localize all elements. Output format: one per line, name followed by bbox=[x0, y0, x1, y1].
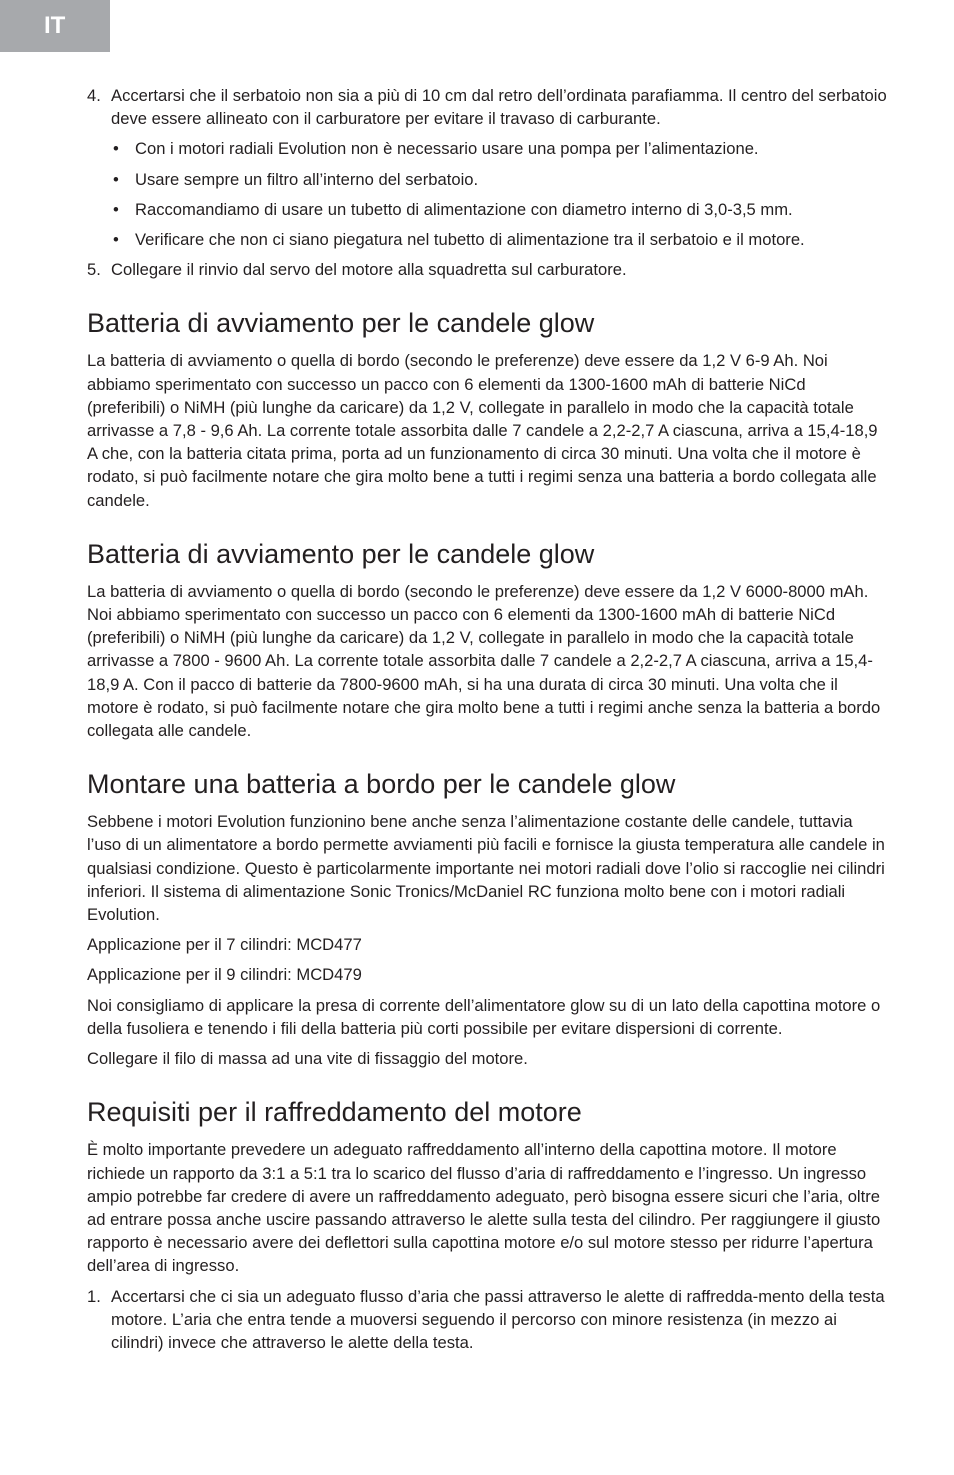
list-item-text: Collegare il rinvio dal servo del motore alla squadretta sul carburatore. bbox=[111, 260, 627, 280]
section-paragraph: La batteria di avviamento o quella di bordo (secondo le preferenze) deve essere da 1,2 V 6-9 Ah. Noi abbiamo sperimentato con successo un pacco con 6 elementi da 1300-1600 mAh di batterie NiCd (preferibili) o NiMH (più lunghe da caricare) da 1,2 V, collegate in parallelo in modo che la capacità totale arrivasse a 7,8 - 9,6 Ah. La corrente totale assorbita dalle 7 candele a 2,2-2,7 A ciascuna, arriva a 15,4-18,9 A che, con la batteria citata prima, porta ad un funzionamento di circa 30 minuti. Una volta che il motore è rodato, si può facilmente notare che gira molto bene a tutti i regimi senza una batteria a bordo collegata alle candele. bbox=[87, 351, 878, 510]
application-9-cylinder: Applicazione per il 9 cilindri: MCD479 bbox=[87, 965, 362, 985]
section-heading-glow-battery: Batteria di avviamento per le candele glow bbox=[87, 308, 595, 339]
list-number: 4. bbox=[87, 86, 101, 105]
list-item-1 bbox=[87, 1285, 887, 1355]
bullet-item: • Con i motori radiali Evolution non è necessario usare una pompa per l’alimentazione. bbox=[111, 137, 887, 160]
list-number: 5. bbox=[87, 260, 101, 280]
bullet-icon: • bbox=[113, 199, 119, 219]
bullet-icon: • bbox=[113, 169, 119, 189]
list-number: 1. bbox=[87, 1286, 101, 1306]
application-7-cylinder: Applicazione per il 7 cilindri: MCD477 bbox=[87, 935, 362, 955]
language-tab: IT bbox=[0, 0, 110, 52]
section-heading-cooling: Requisiti per il raffreddamento del motore bbox=[87, 1097, 582, 1128]
list-item-5 bbox=[87, 258, 887, 281]
list-item-4 bbox=[87, 84, 887, 130]
bullet-list bbox=[111, 137, 887, 251]
section-paragraph: È molto importante prevedere un adeguato raffreddamento all’interno della capottina motore. Il motore richiede un rapporto da 3:1 a 5:1 tra lo scarico del flusso d’aria di raffreddamento e l’ingresso. Un ingresso ampio potrebbe far credere di avere un raffreddamento adeguato, però bisogna essere sicuri che l’aria, oltre ad entrare possa anche uscire passando attraverso le alette sulla testa del cilindro. Per raggiungere il giusto rapporto è necessario avere dei deflettori sulla capottina motore e/o sul motore stesso per ridurre l’apertura dell’area di ingresso. bbox=[87, 1140, 881, 1276]
section-heading-glow-battery-alt: Batteria di avviamento per le candele glow bbox=[87, 538, 595, 569]
bullet-item: • Usare sempre un filtro all’interno del serbatoio. bbox=[111, 168, 887, 191]
bullet-item: • Verificare che non ci siano piegatura nel tubetto di alimentazione tra il serbatoio e il motore. bbox=[111, 228, 887, 251]
document-body bbox=[87, 84, 887, 1361]
section-heading-onboard-battery: Montare una batteria a bordo per le candele glow bbox=[87, 769, 676, 800]
list-item-text: Accertarsi che il serbatoio non sia a più di 10 cm dal retro dell’ordinata parafiamma. Il centro del serbatoio deve essere allineato con il carburatore per evitare il travaso di carburante. bbox=[111, 86, 887, 129]
section-paragraph: Collegare il filo di massa ad una vite di fissaggio del motore. bbox=[87, 1049, 528, 1069]
bullet-icon: • bbox=[113, 230, 119, 250]
section-paragraph: Noi consigliamo di applicare la presa di corrente dell’alimentatore glow su di un lato della capottina motore o della fusoliera e tenendo i fili della batteria più corti possibile per evitare dispersioni di corrente. bbox=[87, 995, 881, 1038]
bullet-item: • Raccomandiamo di usare un tubetto di alimentazione con diametro interno di 3,0-3,5 mm. bbox=[111, 198, 887, 221]
section-paragraph: La batteria di avviamento o quella di bordo (secondo le preferenze) deve essere da 1,2 V 6000-8000 mAh. Noi abbiamo sperimentato con successo un pacco con 6 elementi da 1300-1600 mAh di batterie NiCd (preferibili) o NiMH (più lunghe da caricare) da 1,2 V, collegate in parallelo in modo che la capacità totale arrivasse a 7800 - 9600 Ah. La corrente totale assorbita dalle 7 candele a 2,2-2,7 A ciascuna, arriva a 15,4-18,9 A. Con il pacco di batterie da 7800-9600 mAh, si ha una durata di circa 30 minuti. Una volta che il motore è rodato, si può facilmente notare che gira molto bene a tutti i regimi anche senza la batteria a bordo collegata alle candele. bbox=[87, 581, 881, 741]
section-paragraph: Sebbene i motori Evolution funzionino bene anche senza l’alimentazione costante delle candele, tuttavia l’uso di un alimentatore a bordo permette avviamenti più facili e fornisce la giusta temperatura alle candele in qualsiasi condizione. Questo è particolarmente importante nei motori radiali dove l’olio si raccoglie nei cilindri inferiori. Il sistema di alimentazione Sonic Tronics/McDaniel RC funziona molto bene con i motori radiali Evolution. bbox=[87, 812, 885, 925]
list-item-text: Accertarsi che ci sia un adeguato flusso d’aria che passi attraverso le alette di raffredda-mento della testa motore. L’aria che entra tende a muoversi seguendo il percorso con minore resistenza (in mezzo ai cilindri) invece che attraverso le alette della testa. bbox=[111, 1286, 885, 1352]
bullet-icon: • bbox=[113, 139, 119, 159]
